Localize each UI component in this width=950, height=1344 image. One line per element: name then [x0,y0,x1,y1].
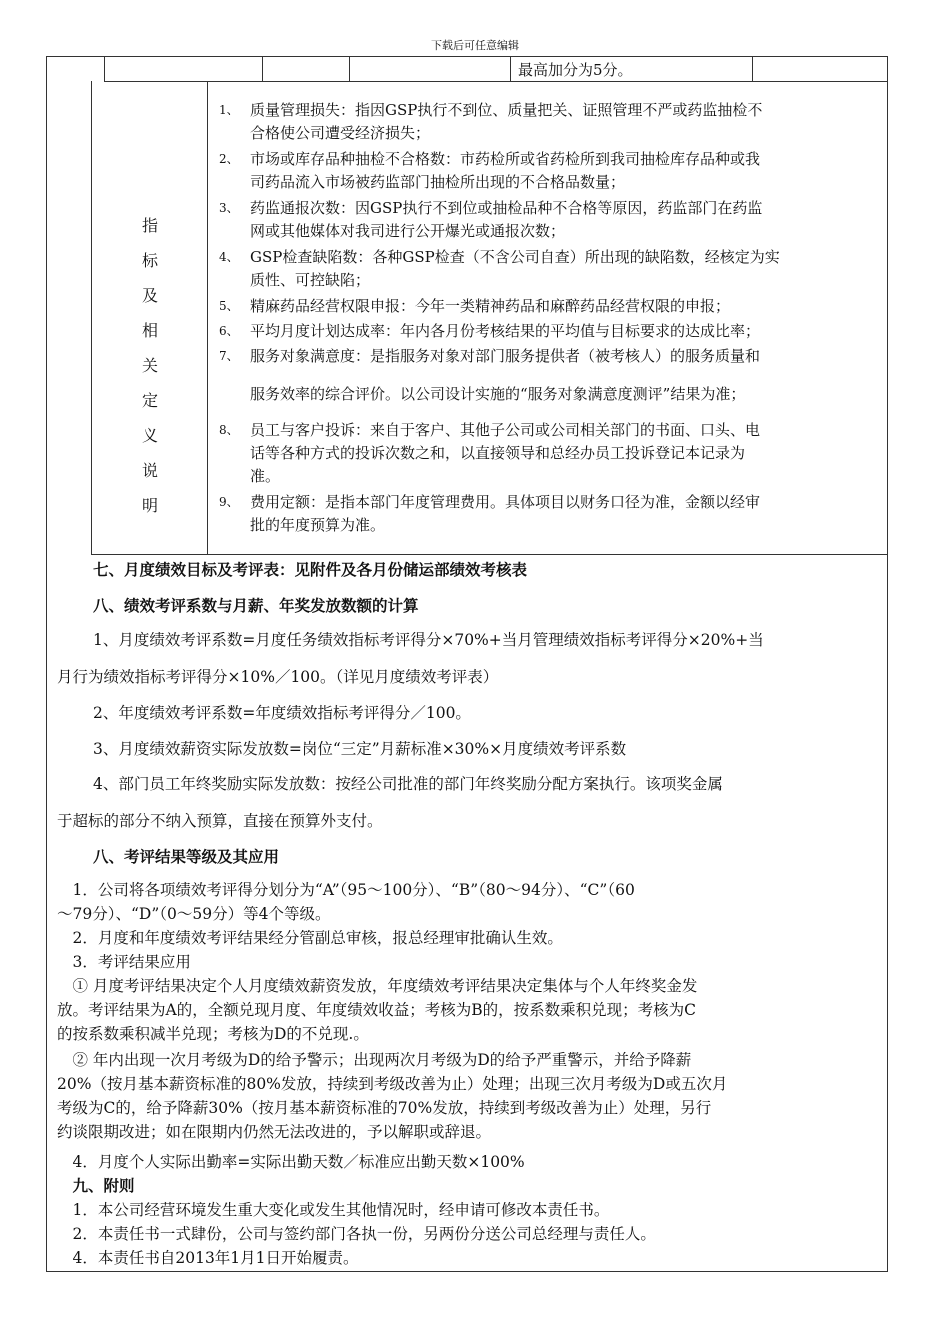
item-number: 4、 [219,250,239,264]
item-number: 3、 [219,201,239,215]
item-text: GSP检查缺陷数：各种GSP检查（不含公司自查）所出现的缺陷数，经核定为实 质性、可控缺陷； [250,248,780,289]
paragraph: 1、月度绩效考评系数=月度任务绩效指标考评得分×70%+当月管理绩效指标考评得分×20%+当 [93,631,764,649]
paragraph: 2．本责任书一式肆份，公司与签约部门各执一份，另两份分送公司总经理与责任人。 [57,1225,656,1243]
vertical-label-char: 相 [141,321,158,340]
paragraph: ① 月度考评结果决定个人月度绩效薪资发放，年度绩效考评结果决定集体与个人年终奖金发 放。考评结果为A的，全额兑现月度、年度绩效收益；考核为B的，按系数乘积兑现；考核为C 的按系数乘积减半兑现；考核为D的不兑现.。 [57,977,698,1043]
item-number: 1、 [219,103,239,117]
item-text: 质量管理损失：指因GSP执行不到位、质量把关、证照管理不严或药监抽检不 合格使公司遭受经济损失； [250,101,763,142]
paragraph: 1．公司将各项绩效考评得分划分为“A”（95～100分）、“B”（80～94分）、“C”（60 ～79分）、“D”（0～59分）等4个等级。 [57,881,635,923]
paragraph: 于超标的部分不纳入预算，直接在预算外支付。 [57,812,383,830]
vertical-label-char: 定 [141,391,158,410]
item-text: 市场或库存品种抽检不合格数：市药检所或省药检所到我司抽检库存品种或我 司药品流入市场被药监部门抽检所出现的不合格品数量； [250,150,761,191]
section-heading: 八、绩效考评系数与月薪、年奖发放数额的计算 [93,596,419,615]
item-text: 服务效率的综合评价。以公司设计实施的“服务对象满意度测评”结果为准； [250,385,746,403]
item-text: 服务对象满意度：是指服务对象对部门服务提供者（被考核人）的服务质量和 [250,347,761,365]
definition-item [219,320,919,343]
item-number: 5、 [219,299,239,313]
item-number: 2、 [219,152,239,166]
vertical-label-char: 关 [141,356,158,375]
item-text: 平均月度计划达成率：年内各月份考核结果的平均值与目标要求的达成比率； [250,322,761,340]
vertical-label-char: 指 [141,216,158,235]
page-header: 下载后可任意编辑 [431,39,519,52]
definition-item [219,491,919,537]
item-text: 精麻药品经营权限申报：今年一类精神药品和麻醉药品经营权限的申报； [250,297,731,315]
definition-item [219,197,919,243]
definition-item [219,295,919,318]
paragraph: 4、部门员工年终奖励实际发放数：按经公司批准的部门年终奖励分配方案执行。该项奖金属 [93,775,723,793]
vertical-label-char: 义 [141,426,158,445]
vertical-label-char: 说 [141,461,158,480]
item-text: 费用定额：是指本部门年度管理费用。具体项目以财务口径为准，金额以经审 批的年度预算为准。 [250,493,761,534]
table-line [104,81,888,82]
definition-item [219,419,919,488]
definition-item [219,383,919,406]
paragraph: 2．月度和年度绩效考评结果经分管副总审核，报总经理审批确认生效。 [57,929,563,947]
item-text: 药监通报次数：因GSP执行不到位或抽检品种不合格等原因，药监部门在药监 网或其他媒体对我司进行公开爆光或通报次数； [250,199,763,240]
table-line [104,56,105,81]
item-number: 8、 [219,423,239,437]
paragraph: 3、月度绩效薪资实际发放数=岗位“三定”月薪标准×30%×月度绩效考评系数 [93,740,627,758]
vertical-label-char: 及 [141,286,158,305]
table-line [91,554,888,555]
paragraph: 2、年度绩效考评系数=年度绩效指标考评得分／100。 [93,704,471,722]
table-line [510,56,511,81]
definition-item [219,99,919,145]
paragraph: 月行为绩效指标考评得分×10%／100。（详见月度绩效考评表） [57,668,499,686]
table-line [91,81,92,554]
section-heading: 九、附则 [57,1176,135,1195]
definition-item [219,148,919,194]
table-line [349,56,350,81]
item-number: 9、 [219,495,239,509]
section-heading: 七、月度绩效目标及考评表：见附件及各月份储运部绩效考核表 [93,560,528,579]
paragraph: ② 年内出现一次月考级为D的给予警示；出现两次月考级为D的给予严重警示，并给予降薪 20%（按月基本薪资标准的80%发放，持续到考级改善为止）处理；出现三次月考级为D或五次月 考级为C的，给予降薪30%（按月基本薪资标准的70%发放，持续到考级改善为止）处理，另行 约谈限期改进；如在限期内仍然无法改进的，予以解职或辞退。 [57,1051,728,1141]
table-line [207,81,208,554]
item-text: 员工与客户投诉：来自于客户、其他子公司或公司相关部门的书面、口头、电 话等各种方式的投诉次数之和，以直接领导和总经办员工投诉登记本记录为 准。 [250,421,761,485]
table-line [262,56,263,81]
definition-item [219,246,919,292]
vertical-label-char: 明 [141,496,158,515]
vertical-label-char: 标 [141,251,158,270]
paragraph: 3．考评结果应用 [57,953,191,971]
section-heading: 八、考评结果等级及其应用 [93,847,280,866]
paragraph: 1．本公司经营环境发生重大变化或发生其他情况时，经申请可修改本责任书。 [57,1201,610,1219]
definition-item [219,345,919,368]
top-row-text: 最高加分为5分。 [518,61,633,79]
paragraph: 4．月度个人实际出勤率=实际出勤天数／标准应出勤天数×100% [57,1153,525,1171]
item-number: 7、 [219,349,239,363]
paragraph: 4．本责任书自2013年1月1日开始履责。 [57,1249,359,1267]
table-line [752,56,753,81]
item-number: 6、 [219,324,239,338]
